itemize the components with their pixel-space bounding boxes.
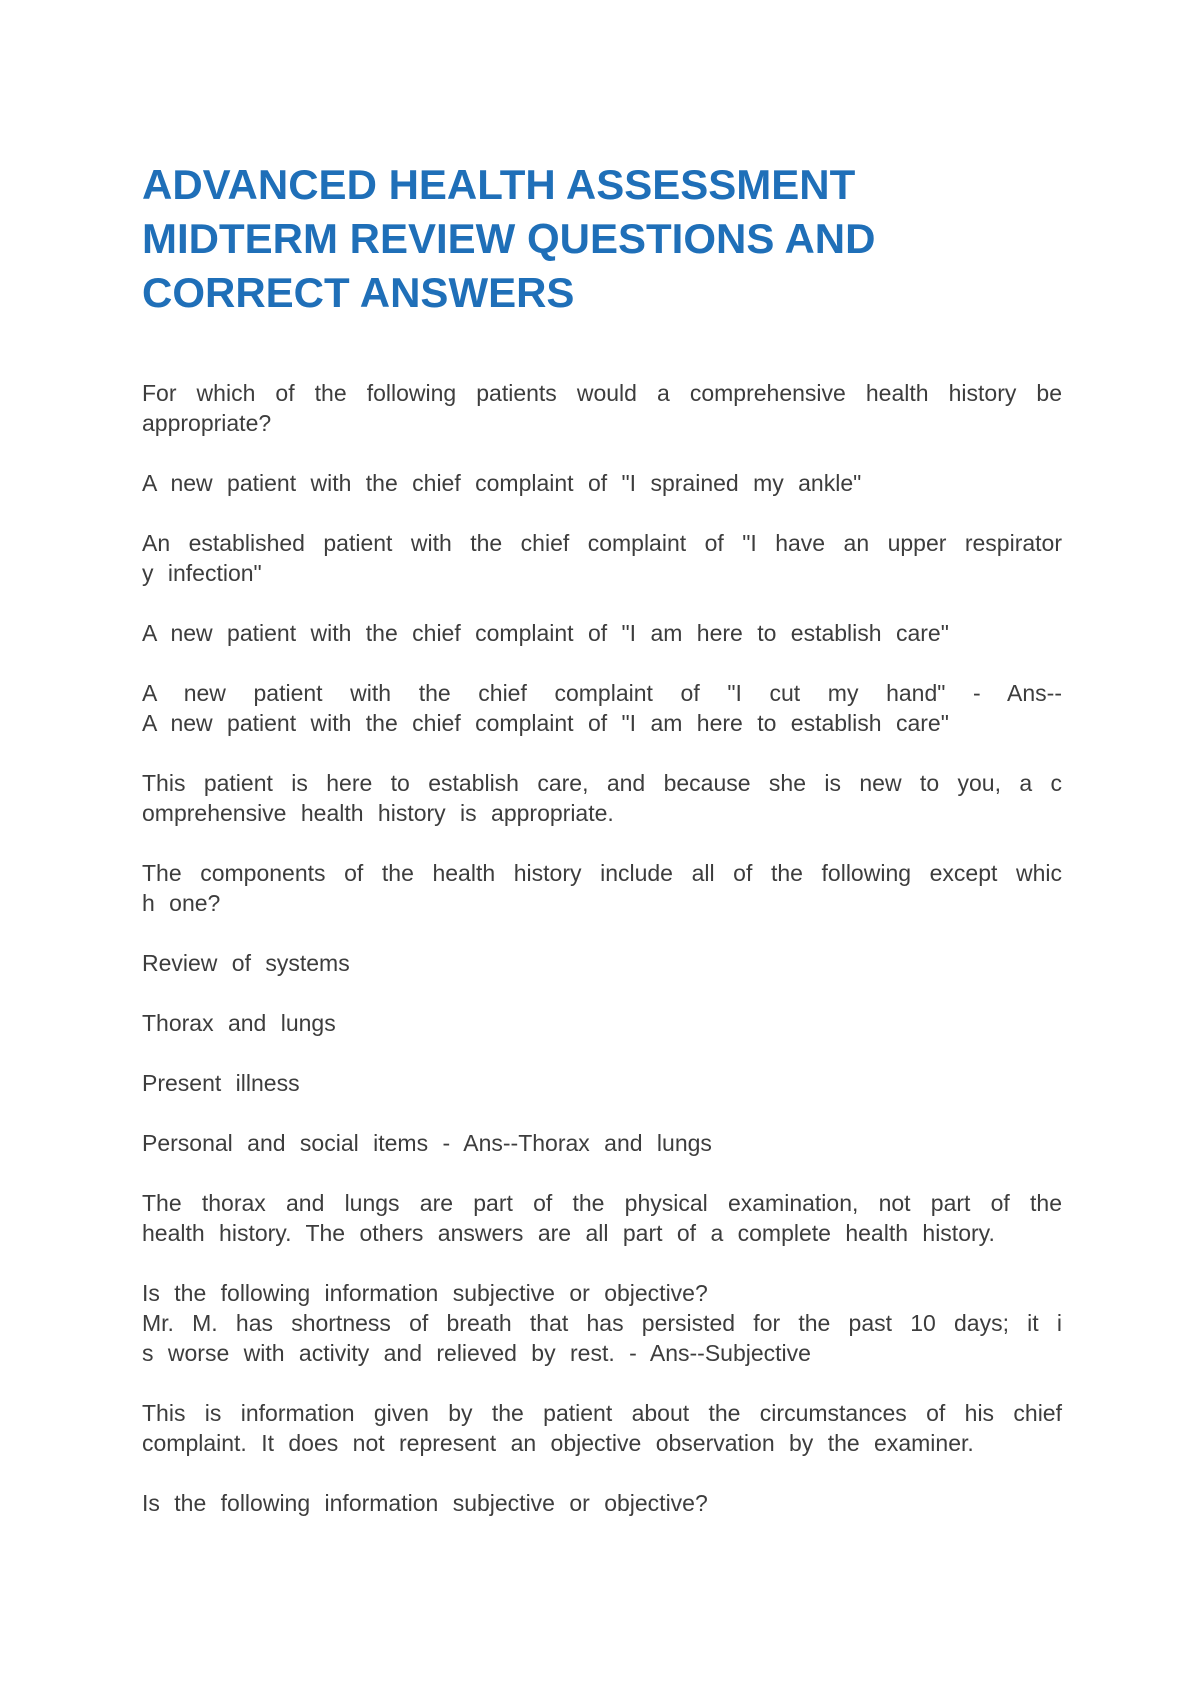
paragraph bbox=[142, 1278, 1062, 1368]
text-line: complaint. It does not represent an objective observation by the examiner. bbox=[142, 1430, 974, 1456]
text-line: A new patient with the chief complaint of "I cut my hand" - Ans-- bbox=[142, 680, 1062, 706]
paragraph bbox=[142, 1068, 1062, 1098]
paragraph bbox=[142, 678, 1062, 738]
text-line: A new patient with the chief complaint of "I am here to establish care" bbox=[142, 710, 949, 736]
paragraph bbox=[142, 528, 1062, 588]
text-line: y infection" bbox=[142, 560, 262, 586]
text-line: Personal and social items - Ans--Thorax and lungs bbox=[142, 1130, 712, 1156]
text-line: This patient is here to establish care, and because she is new to you, a c bbox=[142, 770, 1062, 796]
document-title bbox=[142, 158, 1042, 320]
paragraph bbox=[142, 858, 1062, 918]
paragraph bbox=[142, 468, 1062, 498]
paragraph bbox=[142, 1488, 1062, 1518]
text-line: Is the following information subjective or objective? bbox=[142, 1280, 708, 1306]
text-line: For which of the following patients would a comprehensive health history be bbox=[142, 380, 1062, 406]
title-line: CORRECT ANSWERS bbox=[142, 269, 575, 316]
text-line: A new patient with the chief complaint of "I am here to establish care" bbox=[142, 620, 949, 646]
text-line: Mr. M. has shortness of breath that has persisted for the past 10 days; it i bbox=[142, 1310, 1062, 1336]
paragraph bbox=[142, 1188, 1062, 1248]
text-line: Review of systems bbox=[142, 950, 350, 976]
paragraph bbox=[142, 768, 1062, 828]
text-line: Thorax and lungs bbox=[142, 1010, 336, 1036]
paragraph bbox=[142, 378, 1062, 438]
text-line: omprehensive health history is appropriate. bbox=[142, 800, 614, 826]
paragraph bbox=[142, 948, 1062, 978]
text-line: The thorax and lungs are part of the physical examination, not part of the bbox=[142, 1190, 1062, 1216]
paragraph bbox=[142, 618, 1062, 648]
text-line: The components of the health history include all of the following except whic bbox=[142, 860, 1062, 886]
text-line: h one? bbox=[142, 890, 221, 916]
text-line: A new patient with the chief complaint of "I sprained my ankle" bbox=[142, 470, 862, 496]
text-line: appropriate? bbox=[142, 410, 272, 436]
text-line: s worse with activity and relieved by rest. - Ans--Subjective bbox=[142, 1340, 811, 1366]
document-body bbox=[142, 378, 1062, 1548]
text-line: Is the following information subjective or objective? bbox=[142, 1490, 708, 1516]
title-line: ADVANCED HEALTH ASSESSMENT bbox=[142, 161, 856, 208]
text-line: This is information given by the patient about the circumstances of his chief bbox=[142, 1400, 1062, 1426]
text-line: health history. The others answers are all part of a complete health history. bbox=[142, 1220, 995, 1246]
paragraph bbox=[142, 1008, 1062, 1038]
text-line: An established patient with the chief complaint of "I have an upper respirator bbox=[142, 530, 1062, 556]
paragraph bbox=[142, 1128, 1062, 1158]
title-line: MIDTERM REVIEW QUESTIONS AND bbox=[142, 215, 876, 262]
paragraph bbox=[142, 1398, 1062, 1458]
text-line: Present illness bbox=[142, 1070, 300, 1096]
